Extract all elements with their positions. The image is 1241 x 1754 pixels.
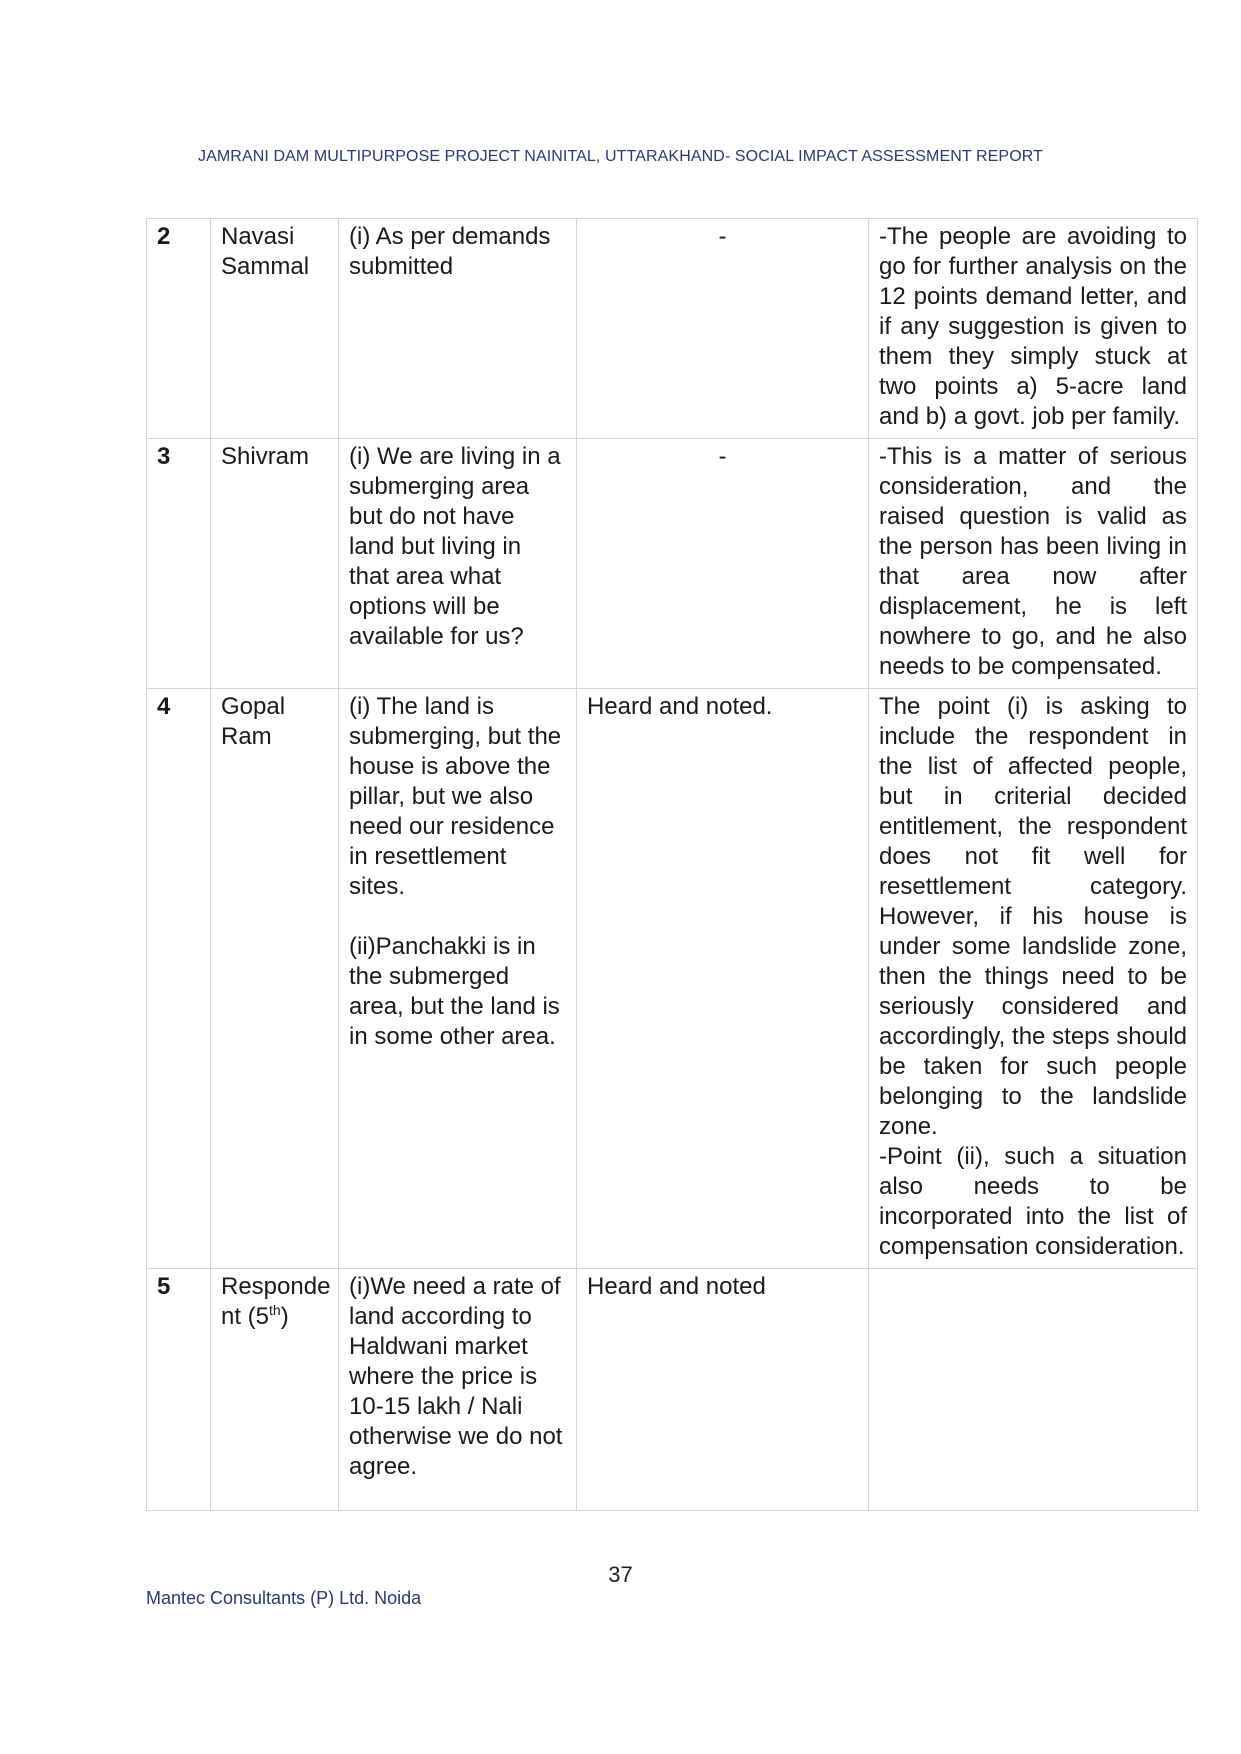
- issue-text: (i) We are living in a submerging area but do not have land but living in that area what options will be available for us?: [349, 443, 561, 650]
- respondent-name: Responde nt (5: [221, 1273, 331, 1330]
- observation-cell: [869, 219, 1198, 439]
- respondent-name: Navasi Sammal: [211, 219, 339, 439]
- observation-cell: [869, 439, 1198, 689]
- response-cell: -: [577, 219, 869, 439]
- issue-text: (i) As per demands submitted: [349, 223, 551, 280]
- table-row: [147, 1269, 1198, 1511]
- running-header: JAMRANI DAM MULTIPURPOSE PROJECT NAINITAL, UTTARAKHAND- SOCIAL IMPACT ASSESSMENT REPORT: [198, 148, 1043, 165]
- observation-text: -This is a matter of serious consideration, and the raised question is valid as the person has been living in that area now after displacement, he is left nowhere to go, and he also needs to be compensated.: [879, 443, 1187, 680]
- response-cell: -: [577, 439, 869, 689]
- table-row: [147, 439, 1198, 689]
- serial-number: 3: [147, 439, 211, 689]
- serial-number: 5: [147, 1269, 211, 1511]
- observation-cell: [869, 689, 1198, 1269]
- respondent-name: Shivram: [211, 439, 339, 689]
- consultation-table: [146, 218, 1198, 1511]
- issue-cell: [339, 439, 577, 689]
- response-cell: Heard and noted: [577, 1269, 869, 1511]
- serial-number: 4: [147, 689, 211, 1269]
- issue-cell: [339, 219, 577, 439]
- issue-cell: [339, 689, 577, 1269]
- respondent-name-cell: [211, 1269, 339, 1511]
- observation-text-ii: -Point (ii), such a situation also needs to be incorporated into the list of compensation consideration.: [879, 1143, 1187, 1260]
- table-row: [147, 219, 1198, 439]
- issue-cell: [339, 1269, 577, 1511]
- respondent-name: Gopal Ram: [211, 689, 339, 1269]
- footer-company: Mantec Consultants (P) Ltd. Noida: [146, 1588, 422, 1608]
- response-cell: Heard and noted.: [577, 689, 869, 1269]
- issue-text-i: (i) The land is submerging, but the house is above the pillar, but we also need our residence in resettlement sites.: [349, 693, 562, 900]
- table-row: [147, 689, 1198, 1269]
- observation-cell: [869, 1269, 1198, 1511]
- observation-text: -The people are avoiding to go for further analysis on the 12 points demand letter, and if any suggestion is given to them they simply stuck at two points a) 5-acre land and b) a govt. job per family.: [879, 223, 1187, 430]
- issue-text: (i)We need a rate of land according to Haldwani market where the price is 10-15 lakh / Nali otherwise we do not agree.: [349, 1273, 563, 1480]
- issue-text-ii: (ii)Panchakki is in the submerged area, but the land is in some other area.: [349, 933, 560, 1050]
- respondent-name-tail: ): [280, 1303, 289, 1330]
- observation-text-i: The point (i) is asking to include the respondent in the list of affected people, but in criterial decided entitlement, the respondent does not fit well for resettlement category. However, if his house is under some landslide zone, then the things need to be seriously considered and accordingly, the steps should be taken for such people belonging to the landslide zone.: [879, 693, 1187, 1140]
- serial-number: 2: [147, 219, 211, 439]
- ordinal-suffix: th: [269, 1302, 281, 1318]
- page-number: 37: [608, 1562, 633, 1587]
